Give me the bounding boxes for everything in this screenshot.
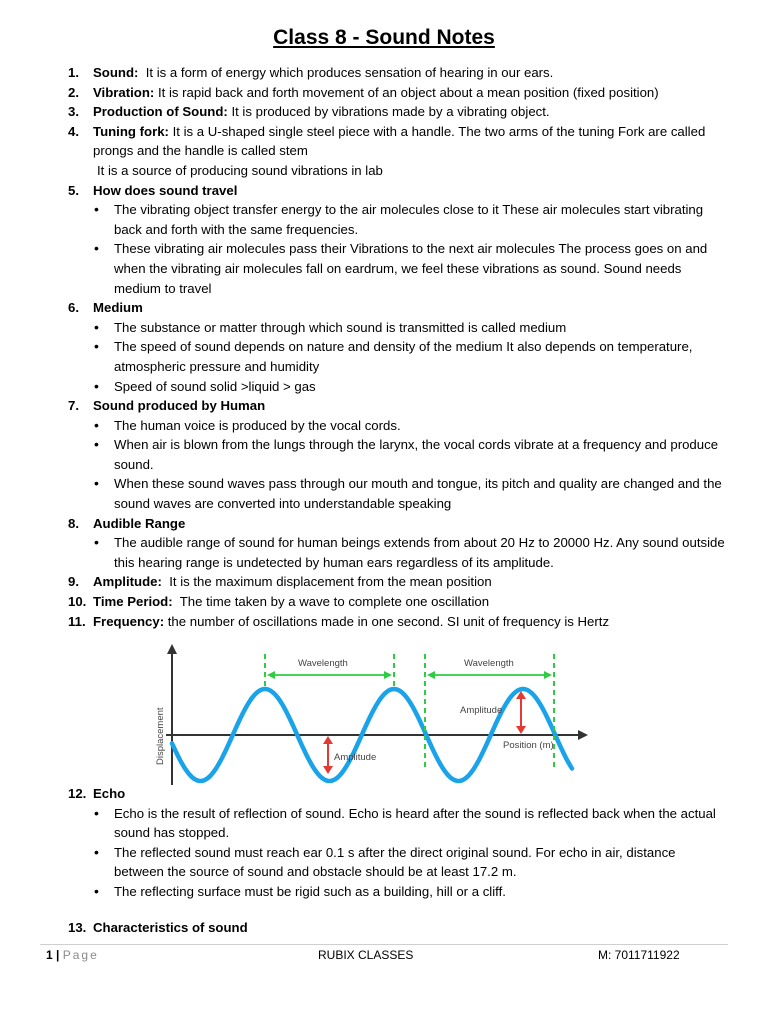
item-text: It is a U-shaped single steel piece with a handle. The two arms of the tuning Fork are called prongs and the handle is called stem xyxy=(93,123,709,159)
item-text: It is produced by vibrations made by a vibrating object. xyxy=(227,104,550,120)
x-axis-label: Position (m) xyxy=(503,740,554,751)
item-extra-text: It is a source of producing sound vibrations in lab xyxy=(97,162,383,178)
notes-body-2 xyxy=(68,784,728,937)
note-item xyxy=(68,63,728,83)
wave-figure xyxy=(152,640,590,790)
item-heading: Audible Range xyxy=(93,515,186,531)
item-number: 13. xyxy=(68,919,87,935)
footer-divider xyxy=(40,944,728,945)
note-item xyxy=(68,181,728,201)
item-text: the number of oscillations made in one second. SI unit of frequency is Hertz xyxy=(164,613,610,629)
item-heading: Characteristics of sound xyxy=(93,919,248,935)
footer-page: 1 | Page xyxy=(46,948,99,962)
amplitude-label-2: Amplitude xyxy=(460,705,503,716)
y-axis-arrow xyxy=(167,644,177,654)
note-item xyxy=(68,514,728,534)
notes-body xyxy=(68,63,728,631)
y-axis-label: Displacement xyxy=(155,707,166,765)
note-item xyxy=(68,102,728,122)
item-number: 8. xyxy=(68,515,79,531)
item-heading: How does sound travel xyxy=(93,182,238,198)
bullet-item: • The reflected sound must reach ear 0.1 s after the direct original sound. For echo in air, distance between the source of sound and obstacle should be at least 17.2 m. xyxy=(68,843,728,882)
item-heading: Time Period: xyxy=(93,594,173,610)
bullet-item: • These vibrating air molecules pass their Vibrations to the next air molecules The process goes on and when the vibrating air molecules fall on eardrum, we feel these vibrations as sound. Sound needs medium to travel xyxy=(68,239,728,298)
bullet-item: • The audible range of sound for human beings extends from about 20 Hz to 20000 Hz. Any sound outside this hearing range is undetected by human ears regardless of its amplitude. xyxy=(68,533,728,572)
page-title: Class 8 - Sound Notes xyxy=(273,26,495,49)
wave-diagram xyxy=(152,640,590,790)
item-heading: Production of Sound: xyxy=(93,104,228,120)
page-word: Page xyxy=(62,948,99,962)
note-item xyxy=(68,784,728,804)
item-number: 4. xyxy=(68,123,79,139)
wavelength-arrowhead-2a xyxy=(427,671,435,679)
item-number: 1. xyxy=(68,65,79,80)
bullet-list xyxy=(68,416,728,514)
footer-center: RUBIX CLASSES xyxy=(318,948,414,962)
note-item xyxy=(68,83,728,103)
wavelength-label-1: Wavelength xyxy=(298,658,348,669)
amplitude-label-1: Amplitude xyxy=(334,752,377,763)
note-item xyxy=(68,396,728,416)
item-heading: Vibration: xyxy=(93,84,155,100)
item-number: 7. xyxy=(68,398,79,414)
item-number: 3. xyxy=(68,104,79,120)
note-item xyxy=(68,918,728,938)
bullet-item: • Speed of sound solid >liquid > gas xyxy=(68,377,728,397)
item-text: It is a form of energy which produces sensation of hearing in our ears. xyxy=(138,65,554,80)
item-heading: Sound: xyxy=(93,65,139,80)
item-number: 10. xyxy=(68,594,87,610)
x-axis-arrow xyxy=(578,730,588,740)
bullet-list xyxy=(68,533,728,572)
wavelength-arrowhead-2b xyxy=(544,671,552,679)
item-number: 6. xyxy=(68,300,79,316)
item-heading: Tuning fork: xyxy=(93,123,169,139)
note-item xyxy=(68,612,728,632)
item-heading: Sound produced by Human xyxy=(93,398,266,414)
note-item xyxy=(68,592,728,612)
item-number: 12. xyxy=(68,786,87,801)
item-number: 11. xyxy=(68,613,86,629)
bullet-item: • The speed of sound depends on nature and density of the medium It also depends on temperature, atmospheric pressure and humidity xyxy=(68,337,728,376)
item-heading: Amplitude: xyxy=(93,574,162,590)
wavelength-arrowhead-1b xyxy=(384,671,392,679)
item-number: 2. xyxy=(68,84,79,100)
bullet-list xyxy=(68,318,728,396)
note-item xyxy=(68,122,728,161)
item-heading: Echo xyxy=(93,786,126,801)
bullet-list xyxy=(68,200,728,298)
bullet-item: • Echo is the result of reflection of sound. Echo is heard after the sound is reflected back when the actual sound has stopped. xyxy=(68,804,728,843)
item-text: It is rapid back and forth movement of an object about a mean position (fixed position) xyxy=(154,84,659,100)
bullet-item: • The vibrating object transfer energy to the air molecules close to it These air molecules start vibrating back and forth with the same frequencies. xyxy=(68,200,728,239)
bullet-item: • The human voice is produced by the vocal cords. xyxy=(68,416,728,436)
note-item xyxy=(68,298,728,318)
item-heading: Frequency: xyxy=(93,613,165,629)
bullet-item: • The reflecting surface must be rigid such as a building, hill or a cliff. xyxy=(68,882,728,902)
item-text: It is the maximum displacement from the mean position xyxy=(161,574,492,590)
wavelength-arrowhead-1a xyxy=(267,671,275,679)
footer-phone: M: 7011711922 xyxy=(598,948,680,962)
page-number: 1 xyxy=(46,948,53,962)
amplitude-arrowhead-2b xyxy=(516,726,526,734)
wavelength-label-2: Wavelength xyxy=(464,658,514,669)
item-number: 5. xyxy=(68,182,79,198)
bullet-item: • The substance or matter through which sound is transmitted is called medium xyxy=(68,318,728,338)
item-number: 9. xyxy=(68,574,79,590)
bullet-list xyxy=(68,804,728,902)
item-text: The time taken by a wave to complete one oscillation xyxy=(172,594,490,610)
note-item xyxy=(68,572,728,592)
bullet-item: • When air is blown from the lungs through the larynx, the vocal cords vibrate at a frequency and produce sound. xyxy=(68,435,728,474)
item-heading: Medium xyxy=(93,300,143,316)
amplitude-arrowhead-1a xyxy=(323,736,333,744)
amplitude-arrowhead-1b xyxy=(323,766,333,774)
bullet-item: • When these sound waves pass through our mouth and tongue, its pitch and quality are changed and the sound waves are converted into understandable speaking xyxy=(68,474,728,513)
